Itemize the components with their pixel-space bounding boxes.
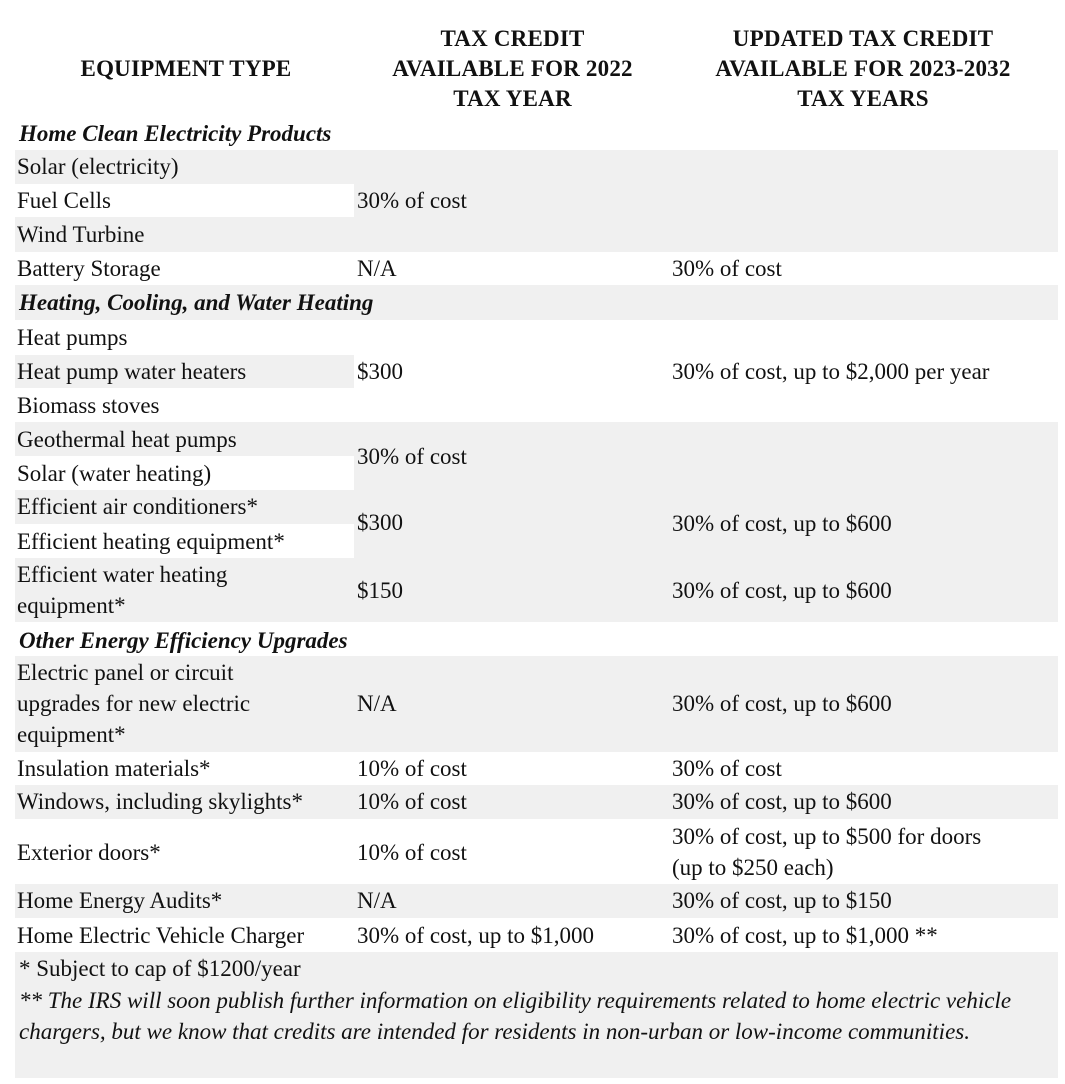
- equipment-cell: Biomass stoves: [17, 393, 160, 418]
- section-row: [15, 117, 1058, 150]
- credit-2023-cell: 30% of cost, up to $600: [672, 511, 892, 536]
- table-row: [15, 752, 1058, 785]
- table-row: [15, 785, 1058, 819]
- table-row: [15, 656, 1058, 752]
- equipment-cell: Electric panel or circuit: [17, 660, 234, 685]
- footnotes: [15, 952, 1058, 1078]
- credit-2023-cell: 30% of cost: [672, 256, 782, 281]
- header-line: TAX YEAR: [453, 86, 572, 111]
- equipment-cell: Insulation materials*: [17, 756, 211, 781]
- credit-2022-cell: 30% of cost, up to $1,000: [357, 923, 595, 948]
- equipment-cell: Fuel Cells: [17, 188, 111, 213]
- equipment-cell: Heat pumps: [17, 325, 128, 350]
- credit-2022-cell: 10% of cost: [357, 840, 467, 865]
- credit-2023-cell: 30% of cost, up to $150: [672, 888, 892, 913]
- equipment-cell: Geothermal heat pumps: [17, 427, 237, 452]
- equipment-cell: equipment*: [17, 593, 126, 618]
- row-group: [15, 422, 1058, 490]
- equipment-cell: Home Energy Audits*: [17, 888, 223, 913]
- section-title: Other Energy Efficiency Upgrades: [19, 628, 348, 653]
- credit-2023-cell: 30% of cost, up to $600: [672, 789, 892, 814]
- table-row: [15, 252, 1058, 285]
- credit-2022-cell: N/A: [357, 888, 397, 913]
- header-line: AVAILABLE FOR 2022: [392, 56, 633, 81]
- equipment-cell: Solar (water heating): [17, 461, 212, 486]
- table-row: [15, 819, 1058, 884]
- equipment-cell: Home Electric Vehicle Charger: [17, 923, 305, 948]
- credit-2023-cell: (up to $250 each): [672, 855, 834, 880]
- footnote-irs: ** The IRS will soon publish further information on eligibility requirements related to home electric vehicle chargers, but we know that credits are intended for residents in non-urban or low-income communities.: [19, 988, 1012, 1044]
- credit-2023-cell: 30% of cost, up to $600: [672, 691, 892, 716]
- equipment-cell: Efficient heating equipment*: [17, 529, 285, 554]
- footnote-cap: * Subject to cap of $1200/year: [19, 956, 301, 981]
- credit-2022-cell: 30% of cost: [357, 444, 467, 469]
- section-title: Heating, Cooling, and Water Heating: [19, 290, 374, 315]
- row-group: [15, 490, 1058, 558]
- section-row: [15, 622, 1058, 656]
- credit-2022-cell: $150: [357, 578, 403, 603]
- credit-2022-cell: $300: [357, 359, 403, 384]
- header-line: TAX CREDIT: [440, 26, 585, 51]
- header-line: TAX YEARS: [797, 86, 929, 111]
- header-line: AVAILABLE FOR 2023-2032: [715, 56, 1011, 81]
- credit-2023-cell: 30% of cost: [672, 756, 782, 781]
- credit-2023-cell: 30% of cost, up to $1,000 **: [672, 923, 938, 948]
- section-row: [15, 285, 1058, 320]
- equipment-cell: equipment*: [17, 722, 126, 747]
- credit-2022-cell: 30% of cost: [357, 188, 467, 213]
- table-row: [15, 558, 1058, 622]
- header-line: UPDATED TAX CREDIT: [732, 26, 994, 51]
- header-tax-credit-2023-2032: [682, 24, 1044, 114]
- equipment-cell: Exterior doors*: [17, 840, 161, 865]
- equipment-cell: Heat pump water heaters: [17, 359, 247, 384]
- row-group: [15, 320, 1058, 422]
- header-line: EQUIPMENT TYPE: [80, 56, 292, 81]
- row-group: [15, 150, 1058, 252]
- equipment-cell: upgrades for new electric: [17, 691, 251, 716]
- credit-2022-cell: $300: [357, 510, 403, 535]
- header-tax-credit-2022: [360, 24, 665, 114]
- equipment-cell: Wind Turbine: [17, 222, 145, 247]
- credit-2022-cell: 10% of cost: [357, 789, 467, 814]
- credit-2022-cell: N/A: [357, 691, 397, 716]
- credit-2022-cell: 10% of cost: [357, 756, 467, 781]
- equipment-cell: Battery Storage: [17, 256, 161, 281]
- table-row: [15, 918, 1058, 952]
- credit-2023-cell: 30% of cost, up to $2,000 per year: [672, 359, 990, 384]
- equipment-cell: Solar (electricity): [17, 154, 179, 179]
- credit-2022-cell: N/A: [357, 256, 397, 281]
- section-title: Home Clean Electricity Products: [19, 121, 332, 146]
- table-row: [15, 884, 1058, 918]
- credit-2023-cell: 30% of cost, up to $500 for doors: [672, 824, 982, 849]
- equipment-cell: Efficient air conditioners*: [17, 494, 258, 519]
- header-equipment-type: [38, 54, 334, 84]
- equipment-cell: Efficient water heating: [17, 562, 228, 587]
- credit-2023-cell: 30% of cost, up to $600: [672, 578, 892, 603]
- equipment-cell: Windows, including skylights*: [17, 789, 303, 814]
